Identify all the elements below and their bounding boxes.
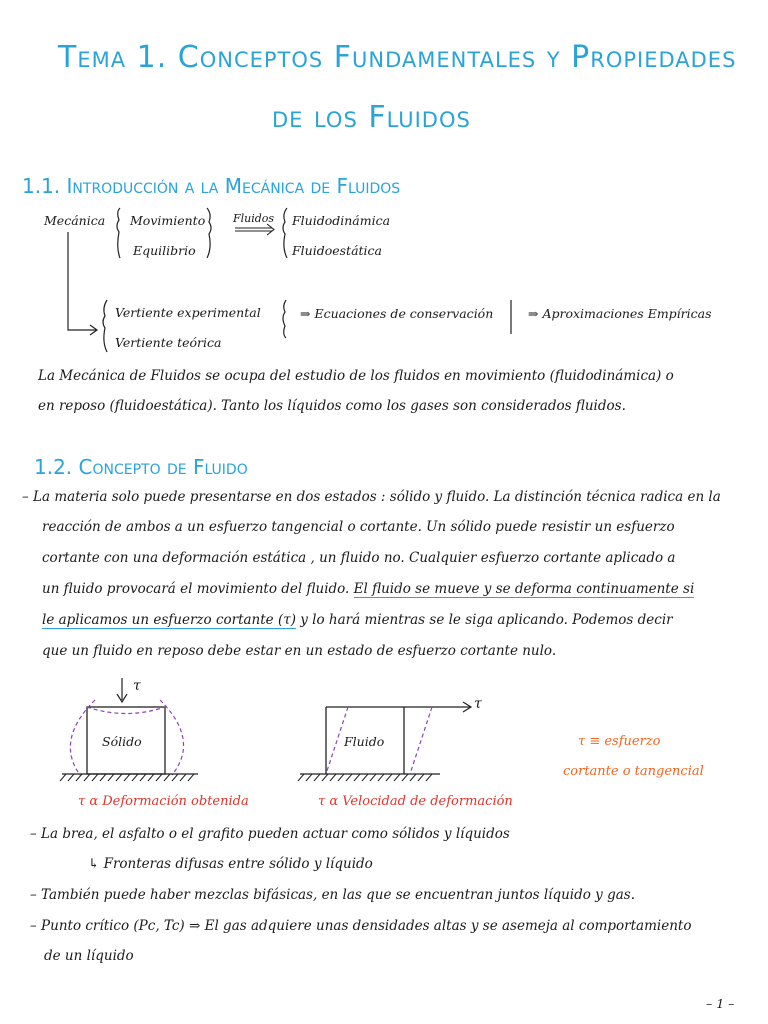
fluid-label: Fluido: [344, 734, 385, 749]
bullet-punto-critico-cont: de un líquido: [44, 948, 134, 964]
solid-label: Sólido: [102, 734, 142, 749]
tau-arrow-label-solid: τ: [133, 678, 141, 694]
section2-line6: que un fluido en reposo debe estar en un estado de esfuerzo cortante nulo.: [42, 643, 557, 659]
scheme-ecuaciones: ⇒ Ecuaciones de conservación: [300, 306, 494, 321]
scheme-arrow-label: Fluidos: [233, 212, 275, 225]
bullet-brea-sub: ↳ Fronteras difusas entre sólido y líquido: [88, 856, 373, 872]
tau-definition-line1: τ ≡ esfuerzo: [578, 734, 661, 749]
section2-line5-end: y lo hará mientras se le siga aplicando. Podemos decir: [295, 612, 673, 628]
tau-definition-line2: cortante o tangencial: [563, 764, 704, 779]
underlined-definition-part1: El fluido se mueve y se deforma continuamente si: [353, 581, 695, 597]
section2-line1: – La materia solo puede presentarse en dos estados : sólido y fluido. La distinción técnica radica en la: [22, 489, 721, 505]
scheme-fluidodinamica: Fluidodinámica: [292, 213, 391, 228]
bullet-brea: – La brea, el asfalto o el grafito pueden actuar como sólidos y líquidos: [30, 826, 510, 842]
scheme-vertiente-experimental: Vertiente experimental: [115, 305, 261, 320]
section-heading-1-1: 1.1. Introducción a la Mecánica de Fluidos: [22, 174, 401, 198]
bullet-punto-critico: – Punto crítico (Pc, Tc) ⇒ El gas adquiere unas densidades altas y se asemeja al comportamiento: [30, 918, 692, 934]
page-number: – 1 –: [706, 996, 735, 1011]
page-title-line1: Tema 1. Conceptos Fundamentales y Propiedades: [58, 40, 737, 75]
section-heading-1-2: 1.2. Concepto de Fluido: [34, 455, 248, 479]
section1-paragraph-line1: La Mecánica de Fluidos se ocupa del estudio de los fluidos en movimiento (fluidodinámica) o: [38, 368, 674, 384]
scheme-equilibrio: Equilibrio: [133, 243, 196, 258]
solid-caption: τ α Deformación obtenida: [78, 794, 249, 809]
tau-arrow-label-fluid: τ: [474, 696, 482, 712]
scheme-movimiento: Movimiento: [130, 213, 206, 228]
scheme-root: Mecánica: [44, 213, 106, 228]
scheme-vertiente-teorica: Vertiente teórica: [115, 335, 222, 350]
bullet-mezclas: – También puede haber mezclas bifásicas, en las que se encuentran juntos líquido y gas.: [30, 887, 636, 903]
section2-line4-start: un fluido provocará el movimiento del fluido.: [42, 581, 354, 597]
section1-paragraph-line2: en reposo (fluidoestática). Tanto los líquidos como los gases son considerados fluidos.: [38, 398, 626, 414]
section2-line2: reacción de ambos a un esfuerzo tangencial o cortante. Un sólido puede resistir un esfuerzo: [42, 519, 675, 535]
page-title-line2: de los Fluidos: [272, 100, 471, 135]
fluid-caption: τ α Velocidad de deformación: [318, 794, 513, 809]
underlined-definition-part2: le aplicamos un esfuerzo cortante (τ): [42, 612, 296, 628]
scheme-fluidoestatica: Fluidoestática: [292, 243, 383, 258]
section2-line3: cortante con una deformación estática , un fluido no. Cualquier esfuerzo cortante aplicado a: [42, 550, 676, 566]
scheme-aproximaciones: ⇒ Aproximaciones Empíricas: [528, 306, 712, 321]
